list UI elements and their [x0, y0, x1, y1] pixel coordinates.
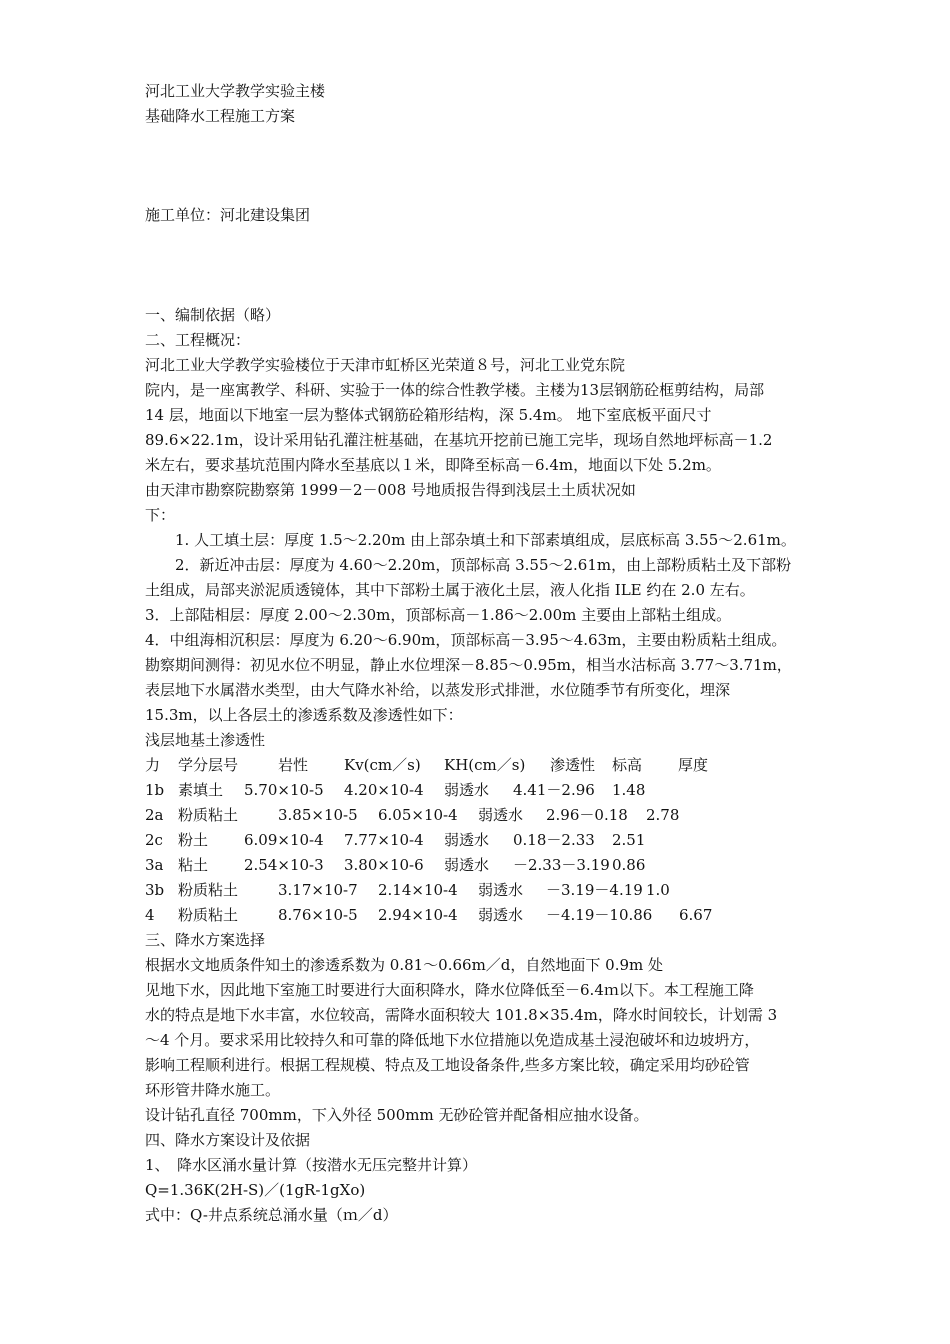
table-cell: 弱透水 [444, 831, 490, 849]
table-row [145, 906, 765, 924]
table-cell: 粉质粘土 [178, 806, 239, 824]
section-4-heading: 四、降水方案设计及依据 [145, 1131, 311, 1149]
table-header-cell: 学分层号 [178, 756, 239, 774]
permeability-table-header [145, 756, 765, 774]
table-cell: 粉土 [178, 831, 209, 849]
table-header-cell: Kv(cm／s) [344, 756, 421, 774]
table-cell: 1b [145, 781, 165, 799]
plan-line-3: 水的特点是地下水丰富，水位较高，需降水面积较大 101.8×35.4m，降水时间较长，计划需 3 [145, 1006, 778, 1024]
calc-item-1: 1、 降水区涌水量计算（按潜水无压完整井计算） [145, 1156, 478, 1174]
table-row [145, 881, 765, 899]
overview-line-2: 院内，是一座寓教学、科研、实验于一体的综合性教学楼。主楼为13层钢筋砼框剪结构，局部 [145, 381, 765, 399]
table-cell: 2.54×10-3 [244, 856, 324, 874]
table-cell: 0.86 [612, 856, 646, 874]
section-1-heading: 一、编制依据（略） [145, 306, 281, 324]
plan-line-6: 环形管井降水施工。 [145, 1081, 281, 1099]
table-cell: 粉质粘土 [178, 906, 239, 924]
table-header-cell: KH(cm／s) [444, 756, 526, 774]
title-line-2: 基础降水工程施工方案 [145, 107, 296, 125]
table-cell: 弱透水 [478, 906, 524, 924]
formula-definition: 式中：Q-井点系统总涌水量（ｍ／d） [145, 1206, 398, 1224]
table-cell: 弱透水 [444, 781, 490, 799]
plan-line-1: 根据水文地质条件知土的渗透系数为 0.81～0.66m／d，自然地面下 0.9m 处 [145, 956, 664, 974]
soil-layer-2b: 土组成，局部夹淤泥质透镜体，其中下部粉土属于液化土层，液人化指 ILE 约在 2.0 左右。 [145, 581, 755, 599]
table-header-cell: 力 [145, 756, 161, 774]
soil-layer-2a: 2．新近冲击层：厚度为 4.60～2.20m，顶部标高 3.55～2.61m，由上部粉质粘土及下部粉 [175, 556, 792, 574]
table-cell: 3.17×10-7 [278, 881, 358, 899]
groundwater-line-1: 勘察期间测得：初见水位不明显，静止水位埋深－8.85～0.95m，相当水沽标高 3.77～3.71m， [145, 656, 792, 674]
table-header-cell: 岩性 [278, 756, 309, 774]
construction-unit: 施工单位：河北建设集团 [145, 206, 311, 224]
plan-line-2: 见地下水，因此地下室施工时要进行大面积降水，降水位降低至－6.4ｍ以下。本工程施工降 [145, 981, 754, 999]
table-cell: －3.19－4.19 [546, 881, 643, 899]
table-cell: 8.76×10-5 [278, 906, 358, 924]
table-row [145, 806, 765, 824]
inflow-formula: Q=1.36K(2H-S)／(1gR-1gXo) [145, 1181, 366, 1199]
table-cell: 弱透水 [478, 881, 524, 899]
table-cell: 2.96－0.18 [546, 806, 628, 824]
plan-line-7: 设计钻孔直径 700mm，下入外径 500mm 无砂砼管并配备相应抽水设备。 [145, 1106, 649, 1124]
table-cell: 6.05×10-4 [378, 806, 458, 824]
table-cell: 2.94×10-4 [378, 906, 458, 924]
table-header-cell: 厚度 [678, 756, 709, 774]
table-cell: 粉质粘土 [178, 881, 239, 899]
table-cell: 2.51 [612, 831, 646, 849]
table-cell: 3a [145, 856, 164, 874]
table-cell: 2c [145, 831, 163, 849]
soil-layer-4: 4．中组海相沉积层：厚度为 6.20～6.90m，顶部标高－3.95～4.63m，主要由粉质粘土组成。 [145, 631, 787, 649]
overview-line-7: 下： [145, 506, 176, 524]
table-cell: 4.20×10-4 [344, 781, 424, 799]
table-cell: 3.85×10-5 [278, 806, 358, 824]
soil-layer-3: 3．上部陆相层：厚度 2.00～2.30m，顶部标高－1.86～2.00m 主要由上部粘土组成。 [145, 606, 732, 624]
overview-line-1: 河北工业大学教学实验楼位于天津市虹桥区光荣道８号，河北工业党东院 [145, 356, 626, 374]
table-cell: 2a [145, 806, 164, 824]
table-cell: 4 [145, 906, 155, 924]
section-3-heading: 三、降水方案选择 [145, 931, 266, 949]
overview-line-6: 由天津市勘察院勘察第 1999－2－008 号地质报告得到浅层土土质状况如 [145, 481, 636, 499]
overview-line-4: 89.6×22.1m，设计采用钻孔灌注桩基础，在基坑开挖前已施工完毕，现场自然地坪标高－1.2 [145, 431, 773, 449]
table-cell: 弱透水 [444, 856, 490, 874]
table-row [145, 781, 765, 799]
table-cell: 1.48 [612, 781, 646, 799]
table-cell: －4.19－10.86 [546, 906, 653, 924]
table-row [145, 856, 765, 874]
soil-layer-1: 1. 人工填土层：厚度 1.5～2.20m 由上部杂填土和下部素填组成，层底标高 3.55～2.61m。 [175, 531, 796, 549]
table-cell: 7.77×10-4 [344, 831, 424, 849]
table-header-cell: 标高 [612, 756, 643, 774]
table-cell: 5.70×10-5 [244, 781, 324, 799]
permeability-table-title: 浅层地基土渗透性 [145, 731, 266, 749]
overview-line-3: 14 层，地面以下地室一层为整体式钢筋砼箱形结构，深 5.4m。 地下室底板平面尺寸 [145, 406, 712, 424]
table-cell: 1.0 [646, 881, 670, 899]
table-cell: －2.33－3.19 [513, 856, 610, 874]
groundwater-line-3: 15.3m，以上各层土的渗透系数及渗透性如下： [145, 706, 463, 724]
table-cell: 3b [145, 881, 165, 899]
plan-line-4: ～4 个月。要求采用比较持久和可靠的降低地下水位措施以免造成基土浸泡破坏和边坡坍方， [145, 1031, 760, 1049]
groundwater-line-2: 表层地下水属潜水类型，由大气降水补给，以蒸发形式排泄，水位随季节有所变化，埋深 [145, 681, 731, 699]
table-cell: 0.18－2.33 [513, 831, 595, 849]
table-cell: 弱透水 [478, 806, 524, 824]
plan-line-5: 影响工程顺利进行。根据工程规模、特点及工地设备条件,些多方案比较，确定采用均砂砼管 [145, 1056, 750, 1074]
table-cell: 素填土 [178, 781, 224, 799]
overview-line-5: 米左右，要求基坑范围内降水至基底以１米，即降至标高－6.4m，地面以下处 5.2m。 [145, 456, 721, 474]
table-cell: 6.67 [679, 906, 713, 924]
table-cell: 3.80×10-6 [344, 856, 424, 874]
table-cell: 2.14×10-4 [378, 881, 458, 899]
table-cell: 2.78 [646, 806, 680, 824]
table-row [145, 831, 765, 849]
section-2-heading: 二、工程概况： [145, 331, 251, 349]
table-header-cell: 渗透性 [550, 756, 596, 774]
table-cell: 6.09×10-4 [244, 831, 324, 849]
table-cell: 粘土 [178, 856, 209, 874]
title-line-1: 河北工业大学教学实验主楼 [145, 82, 326, 100]
table-cell: 4.41－2.96 [513, 781, 595, 799]
